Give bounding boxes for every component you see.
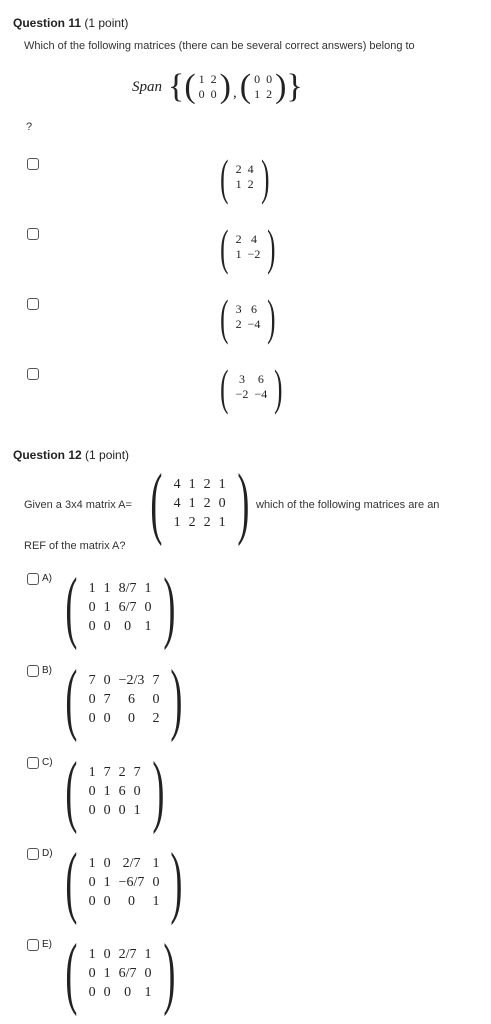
matrix-row <box>233 162 257 177</box>
matrix-cell: 7 <box>133 764 141 780</box>
matrix-cell: 0 <box>88 691 96 707</box>
matrix-cell: 0 <box>210 87 217 101</box>
question-12-option-5-matrix <box>58 929 182 1017</box>
matrix-cell: 6/7 <box>118 599 137 615</box>
left-paren: ( <box>220 149 229 205</box>
matrix-cell: 0 <box>103 984 111 1000</box>
left-paren: ( <box>220 219 229 275</box>
matrix-cell: 1 <box>103 599 111 615</box>
right-paren: ) <box>267 289 276 345</box>
matrix-cell: 0 <box>88 599 96 615</box>
matrix-row <box>85 763 145 782</box>
matrix-cell: 0 <box>124 618 132 634</box>
span-comma: , <box>232 84 237 101</box>
matrix-cell: 3 <box>239 372 246 386</box>
matrix-cell: 2 <box>247 177 254 191</box>
matrix-row <box>85 690 164 709</box>
matrix-table <box>233 372 271 402</box>
span-matrix-1 <box>196 72 220 102</box>
matrix-row <box>85 617 156 636</box>
matrix-cell: 0 <box>88 618 96 634</box>
right-paren: ) <box>170 838 183 926</box>
matrix-cell: 0 <box>144 599 152 615</box>
question-11-option-2-checkbox[interactable] <box>27 228 39 240</box>
matrix-row <box>85 782 145 801</box>
matrix-cell: 2 <box>118 764 126 780</box>
matrix-cell: 2 <box>266 87 273 101</box>
matrix-cell: 1 <box>218 514 226 530</box>
question-12-option-2-label: B) <box>42 665 52 676</box>
matrix-cell: 2 <box>235 317 242 331</box>
matrix-cell: 0 <box>103 946 111 962</box>
question-12-points: (1 point) <box>81 448 130 462</box>
left-paren: ( <box>65 747 78 835</box>
matrix-cell: 0 <box>152 874 160 890</box>
matrix-cell: 2 <box>210 72 217 86</box>
matrix-cell: 0 <box>218 495 226 511</box>
matrix-cell: 0 <box>266 72 273 86</box>
matrix-row <box>233 177 257 192</box>
matrix-row <box>85 709 164 728</box>
question-11-option-2-matrix <box>216 219 280 275</box>
matrix-cell: 0 <box>128 710 136 726</box>
question-11-option-4-matrix <box>216 359 287 415</box>
matrix-cell: −6/7 <box>118 874 145 890</box>
question-12-option-3-label: C) <box>42 757 53 768</box>
matrix-cell: 1 <box>88 764 96 780</box>
matrix-row <box>85 892 164 911</box>
matrix-cell: −2 <box>235 387 249 401</box>
matrix-cell: 0 <box>103 710 111 726</box>
matrix-cell: 0 <box>133 783 141 799</box>
question-11-points: (1 point) <box>81 16 129 30</box>
matrix-cell: 2 <box>152 710 160 726</box>
matrix-cell: 1 <box>254 87 261 101</box>
matrix-cell: −4 <box>247 317 261 331</box>
matrix-cell: 6 <box>128 691 136 707</box>
matrix-row <box>251 87 275 102</box>
matrix-cell: 1 <box>88 946 96 962</box>
span-right-brace: } <box>286 68 303 105</box>
matrix-cell: 0 <box>103 672 111 688</box>
question-12-option-2-matrix <box>58 655 190 743</box>
matrix-cell: 2 <box>203 495 211 511</box>
question-12-heading <box>13 448 129 462</box>
question-12-option-3-checkbox[interactable] <box>27 757 39 769</box>
matrix-row <box>85 801 145 820</box>
question-11-option-3-checkbox[interactable] <box>27 298 39 310</box>
question-11-option-1-matrix <box>216 149 273 205</box>
matrix-cell: 0 <box>88 710 96 726</box>
matrix-cell: 4 <box>247 162 254 176</box>
matrix-cell: 1 <box>218 476 226 492</box>
matrix-cell: 2 <box>235 162 242 176</box>
matrix-cell: 0 <box>118 802 126 818</box>
matrix-row <box>233 232 264 247</box>
right-paren: ) <box>162 563 175 651</box>
question-12-option-4-checkbox[interactable] <box>27 848 39 860</box>
matrix-cell: 0 <box>88 965 96 981</box>
question-12-prompt-post: which of the following matrices are an <box>256 499 440 511</box>
matrix-cell: 2 <box>235 232 242 246</box>
matrix-cell: 6/7 <box>118 965 137 981</box>
question-12-option-4-label: D) <box>42 848 53 859</box>
matrix-cell: 0 <box>103 618 111 634</box>
matrix-table <box>85 579 156 636</box>
matrix-cell: 6 <box>251 302 258 316</box>
matrix-cell: −2/3 <box>118 672 145 688</box>
matrix-row <box>85 983 156 1002</box>
matrix-cell: 0 <box>88 893 96 909</box>
matrix-row <box>85 579 156 598</box>
matrix-cell: 1 <box>133 802 141 818</box>
matrix-row <box>85 964 156 983</box>
matrix-cell: 8/7 <box>118 580 137 596</box>
question-12-option-5-label: E) <box>42 939 52 950</box>
matrix-cell: 2/7 <box>122 855 141 871</box>
matrix-row <box>85 598 156 617</box>
question-12-prompt-line2: REF of the matrix A? <box>24 540 126 552</box>
question-11-prompt: Which of the following matrices (there can be several correct answers) belong to <box>24 40 415 52</box>
left-paren: ( <box>65 655 78 743</box>
matrix-cell: 4 <box>173 476 181 492</box>
matrix-cell: 1 <box>144 946 152 962</box>
matrix-row <box>85 945 156 964</box>
span-label: Span <box>132 78 162 95</box>
matrix-cell: 1 <box>88 580 96 596</box>
matrix-cell: 1 <box>88 855 96 871</box>
question-12-prompt-pre: Given a 3x4 matrix A= <box>24 499 132 511</box>
matrix-cell: 1 <box>144 984 152 1000</box>
matrix-cell: 4 <box>173 495 181 511</box>
matrix-cell: 0 <box>152 691 160 707</box>
matrix-cell: 0 <box>254 72 261 86</box>
matrix-table <box>233 232 264 262</box>
matrix-table <box>85 671 164 728</box>
matrix-row <box>85 854 164 873</box>
matrix-cell: 0 <box>88 802 96 818</box>
matrix-row <box>85 873 164 892</box>
matrix-cell: 1 <box>103 783 111 799</box>
question-11-heading <box>13 16 128 30</box>
question-11-option-3-matrix <box>216 289 280 345</box>
question-11-option-4-checkbox[interactable] <box>27 368 39 380</box>
matrix-table <box>85 854 164 911</box>
left-paren: ( <box>65 563 78 651</box>
matrix-row <box>233 247 264 262</box>
matrix-cell: 1 <box>144 580 152 596</box>
question-11-title: Question 11 <box>13 16 82 30</box>
left-paren: ( <box>65 838 78 926</box>
question-12-option-5-checkbox[interactable] <box>27 939 39 951</box>
matrix-cell: 1 <box>144 618 152 634</box>
matrix-row <box>251 72 275 87</box>
matrix-cell: 0 <box>124 984 132 1000</box>
matrix-cell: 1 <box>188 495 196 511</box>
matrix-cell: 1 <box>173 514 181 530</box>
matrix-table <box>85 763 145 820</box>
matrix-row <box>233 317 264 332</box>
question-12-title: Question 12 <box>13 448 82 462</box>
matrix-cell: 4 <box>251 232 258 246</box>
matrix-cell: 0 <box>88 984 96 1000</box>
matrix-cell: 0 <box>198 87 205 101</box>
matrix-cell: −2 <box>247 247 261 261</box>
matrix-cell: 3 <box>235 302 242 316</box>
matrix-row <box>196 72 220 87</box>
question-11-qmark: ? <box>26 121 33 133</box>
left-paren: ( <box>65 929 78 1017</box>
matrix-cell: 0 <box>103 893 111 909</box>
question-12-option-2-checkbox[interactable] <box>27 665 39 677</box>
matrix-cell: 7 <box>103 691 111 707</box>
matrix-cell: 0 <box>144 965 152 981</box>
matrix-cell: 1 <box>198 72 205 86</box>
matrix-cell: 0 <box>103 802 111 818</box>
matrix-cell: 1 <box>188 476 196 492</box>
matrix-row <box>233 302 264 317</box>
question-11-option-1-checkbox[interactable] <box>27 158 39 170</box>
question-12-option-1-matrix <box>58 563 182 651</box>
matrix-cell: 1 <box>103 580 111 596</box>
question-12-option-1-label: A) <box>42 573 52 584</box>
left-paren: ( <box>220 359 229 415</box>
matrix-table <box>85 945 156 1002</box>
matrix-row <box>85 671 164 690</box>
matrix-cell: 7 <box>152 672 160 688</box>
matrix-cell: 2/7 <box>118 946 137 962</box>
matrix-cell: 6 <box>118 783 126 799</box>
matrix-cell: 1 <box>152 855 160 871</box>
matrix-cell: 1 <box>103 874 111 890</box>
matrix-row <box>170 475 230 494</box>
matrix-cell: 0 <box>103 855 111 871</box>
matrix-cell: 0 <box>88 783 96 799</box>
question-12-option-4-matrix <box>58 838 190 926</box>
matrix-row <box>196 87 220 102</box>
matrix-cell: 7 <box>103 764 111 780</box>
left-paren: ( <box>220 289 229 345</box>
right-paren: ) <box>170 655 183 743</box>
matrix-cell: 2 <box>203 476 211 492</box>
question-12-option-1-checkbox[interactable] <box>27 573 39 585</box>
matrix-cell: 6 <box>257 372 264 386</box>
matrix-table <box>233 302 264 332</box>
matrix-cell: 2 <box>188 514 196 530</box>
right-paren: ) <box>274 359 283 415</box>
matrix-cell: 7 <box>88 672 96 688</box>
span-left-brace: { <box>168 68 185 105</box>
matrix-a: ( 4 1 2 1 4 1 2 0 1 2 2 1 ) <box>150 459 249 547</box>
matrix-cell: 1 <box>103 965 111 981</box>
matrix-cell: 0 <box>128 893 136 909</box>
right-paren: ) <box>162 929 175 1017</box>
question-12-option-3-matrix <box>58 747 171 835</box>
matrix-row <box>233 372 271 387</box>
span-expression: Span { ( 1 2 0 0 ) , ( 0 0 1 2 ) } <box>132 68 303 105</box>
matrix-cell: 0 <box>88 874 96 890</box>
right-paren: ) <box>151 747 164 835</box>
matrix-cell: −4 <box>254 387 268 401</box>
matrix-row <box>233 387 271 402</box>
matrix-cell: 1 <box>235 247 242 261</box>
matrix-cell: 1 <box>152 893 160 909</box>
matrix-row <box>170 494 230 513</box>
matrix-cell: 2 <box>203 514 211 530</box>
right-paren: ) <box>267 219 276 275</box>
matrix-table <box>233 162 257 192</box>
matrix-a-table <box>170 475 230 532</box>
span-matrix-2 <box>251 72 275 102</box>
right-paren: ) <box>260 149 270 205</box>
matrix-cell: 1 <box>235 177 242 191</box>
matrix-row <box>170 513 230 532</box>
